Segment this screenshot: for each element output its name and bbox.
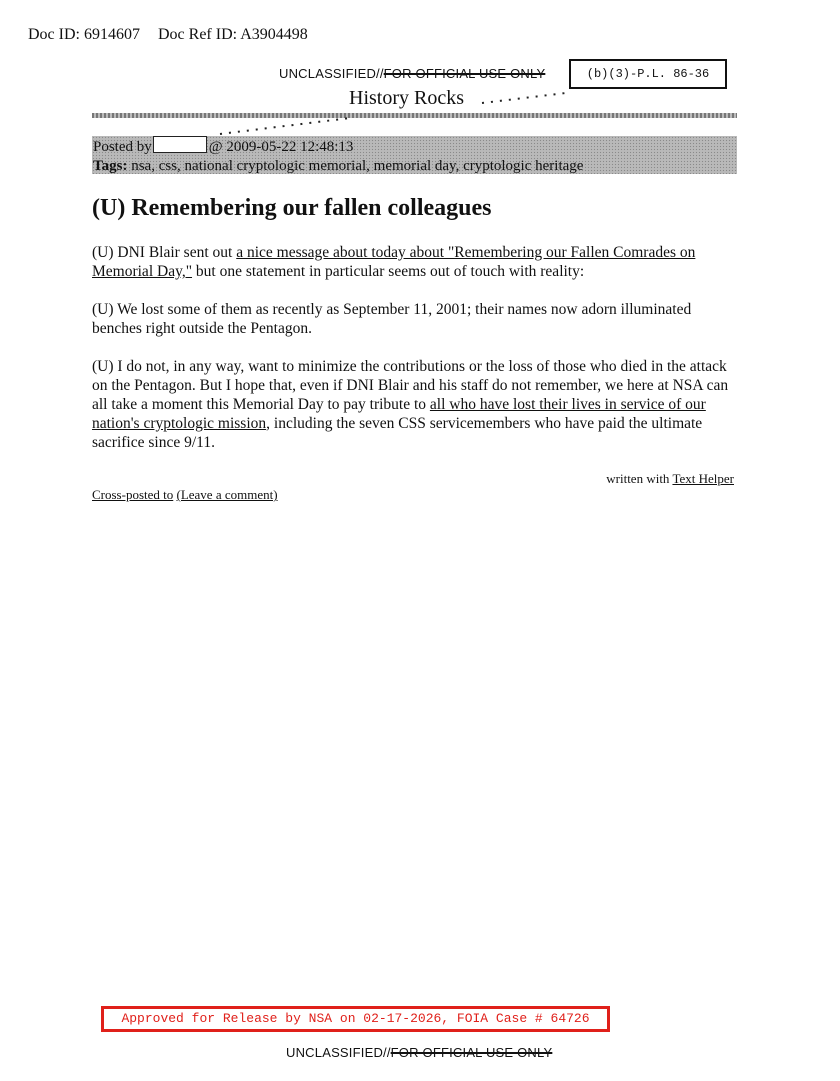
release-stamp: Approved for Release by NSA on 02-17-2026, FOIA Case # 64726 xyxy=(101,1006,610,1032)
para1-text-before: (U) DNI Blair sent out xyxy=(92,244,237,261)
classification-level-bottom: UNCLASSIFIED// xyxy=(286,1045,391,1060)
para3-text-after: , including the seven CSS servicemembers who have paid the ultimate sacrifice since 9/11. xyxy=(92,415,703,451)
text-helper-link[interactable]: Text Helper xyxy=(672,471,734,486)
tags-label: Tags: xyxy=(93,158,128,174)
cross-posted-link[interactable]: Cross-posted to xyxy=(92,487,174,502)
memorial-link[interactable]: all who have lost their lives in service of our nation's cryptologic mission xyxy=(92,396,706,432)
blog-title[interactable]: History Rocks xyxy=(349,87,464,109)
post-footer-links xyxy=(92,487,278,503)
classification-struck-caveat: FOR OFFICIAL USE ONLY xyxy=(383,66,546,81)
classification-level: UNCLASSIFIED// xyxy=(279,66,384,81)
leave-comment-link[interactable]: (Leave a comment) xyxy=(176,487,278,502)
para1-text-after: but one statement in particular seems out of touch with reality: xyxy=(192,263,585,280)
classification-banner-bottom xyxy=(286,1045,552,1060)
classification-struck-caveat-bottom: FOR OFFICIAL USE ONLY xyxy=(390,1045,553,1060)
tags-row xyxy=(92,157,737,176)
redacted-author xyxy=(153,136,207,153)
post-meta-bar xyxy=(92,136,737,174)
para3-text-before: (U) I do not, in any way, want to minimize the contributions or the loss of those who died in the attack on the Pentagon. But I hope that, even if DNI Blair and his staff do not remember, we here at NSA can all take a moment this Memorial Day to pay tribute to xyxy=(92,358,729,413)
dni-message-link[interactable]: a nice message about today about "Remembering our Fallen Comrades on Memorial Day," xyxy=(92,244,696,280)
written-with-credit xyxy=(560,471,734,487)
post-paragraph-1 xyxy=(92,243,742,281)
leader-line-meta xyxy=(220,118,350,134)
leader-line-title xyxy=(482,93,566,103)
post-paragraph-3 xyxy=(92,357,742,452)
post-heading: (U) Remembering our fallen colleagues xyxy=(92,195,492,221)
doc-ref-id: Doc Ref ID: A3904498 xyxy=(157,26,308,43)
post-paragraph-2: (U) We lost some of them as recently as September 11, 2001; their names now adorn illuminated benches right outside the Pentagon. xyxy=(92,301,692,337)
exemption-box: (b)(3)-P.L. 86-36 xyxy=(569,59,727,89)
doc-id: Doc ID: 6914607 xyxy=(28,26,140,43)
tags-list[interactable]: nsa, css, national cryptologic memorial, memorial day, cryptologic heritage xyxy=(131,158,584,174)
post-timestamp: @ 2009-05-22 12:48:13 xyxy=(208,139,354,155)
written-with-label: written with xyxy=(606,471,670,486)
posted-by-label: Posted by xyxy=(93,139,152,155)
posted-by-row xyxy=(92,136,737,157)
